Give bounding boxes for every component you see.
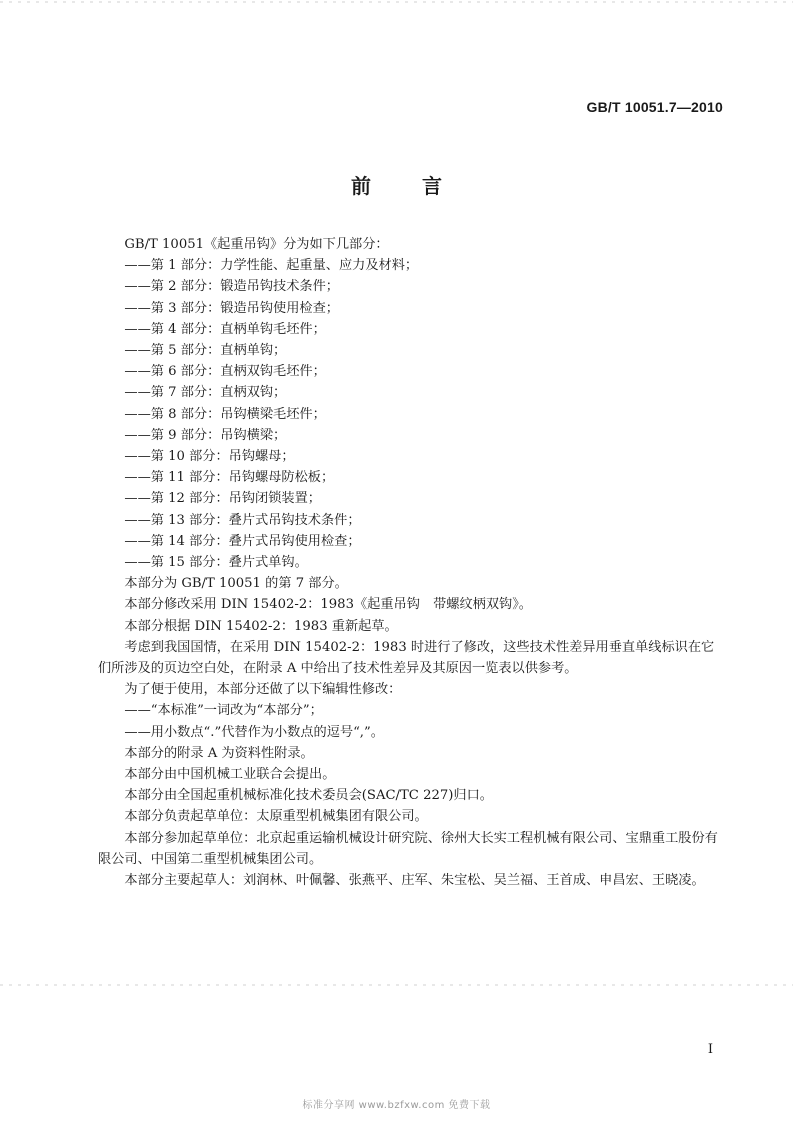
list-item: ——用小数点“.”代替作为小数点的逗号“,”。 bbox=[124, 724, 384, 740]
list-item: ——第 10 部分：吊钩螺母； bbox=[124, 449, 295, 465]
list-item: ——“本标准”一词改为“本部分”； bbox=[124, 703, 323, 719]
list-item: ——第 9 部分：吊钩横梁； bbox=[124, 427, 287, 443]
list-item: ——第 7 部分：直柄双钩； bbox=[124, 385, 287, 401]
paragraph: 本部分主要起草人：刘润林、叶佩馨、张燕平、庄军、朱宝松、吴兰福、王首成、申昌宏、王晓凌。 bbox=[124, 873, 705, 889]
paragraph: 本部分修改采用 DIN 15402-2：1983《起重吊钩 带螺纹柄双钩》。 bbox=[124, 597, 532, 613]
document-body bbox=[98, 234, 723, 891]
list-item: ——第 2 部分：锻造吊钩技术条件； bbox=[124, 279, 339, 295]
list-item: ——第 1 部分：力学性能、起重量、应力及材料； bbox=[124, 258, 419, 274]
paragraph: 本部分由全国起重机械标准化技术委员会(SAC/TC 227)归口。 bbox=[124, 788, 493, 804]
list-item: ——第 14 部分：叠片式吊钩使用检查； bbox=[124, 533, 361, 549]
list-item: ——第 11 部分：吊钩螺母防松板； bbox=[124, 470, 335, 486]
list-item: ——第 4 部分：直柄单钩毛坯件； bbox=[124, 321, 326, 337]
scan-artifact-bottom bbox=[0, 984, 793, 986]
paragraph: 本部分由中国机械工业联合会提出。 bbox=[124, 767, 336, 783]
paragraph: 本部分负责起草单位：太原重型机械集团有限公司。 bbox=[124, 809, 428, 825]
paragraph: 考虑到我国国情，在采用 DIN 15402-2：1983 时进行了修改，这些技术性差异用垂直单线标识在它们所涉及的页边空白处，在附录 A 中给出了技术性差异及其原因一览表以供参考。 bbox=[98, 639, 715, 677]
list-item: ——第 13 部分：叠片式吊钩技术条件； bbox=[124, 512, 361, 528]
page-number: I bbox=[707, 1042, 713, 1057]
list-item: ——第 5 部分：直柄单钩； bbox=[124, 343, 287, 359]
paragraph: 本部分根据 DIN 15402-2：1983 重新起草。 bbox=[124, 618, 398, 634]
paragraph: 本部分的附录 A 为资料性附录。 bbox=[124, 745, 314, 761]
list-item: ——第 12 部分：吊钩闭锁装置； bbox=[124, 491, 321, 507]
paragraph: 为了便于使用，本部分还做了以下编辑性修改： bbox=[124, 682, 402, 698]
list-item: ——第 8 部分：吊钩横梁毛坯件； bbox=[124, 406, 326, 422]
footer-watermark: 标准分享网 www.bzfxw.com 免费下载 bbox=[302, 1100, 491, 1111]
scan-artifact-top bbox=[0, 1, 793, 3]
standard-code: GB/T 10051.7—2010 bbox=[586, 99, 723, 115]
list-item: ——第 3 部分：锻造吊钩使用检查； bbox=[124, 300, 339, 316]
list-item: ——第 6 部分：直柄双钩毛坯件； bbox=[124, 364, 326, 380]
paragraph: 本部分参加起草单位：北京起重运输机械设计研究院、徐州大长实工程机械有限公司、宝鼎重工股份有限公司、中国第二重型机械集团公司。 bbox=[98, 830, 718, 867]
page-title: 前 言 bbox=[351, 174, 464, 198]
list-item: ——第 15 部分：叠片式单钩。 bbox=[124, 555, 308, 571]
paragraph: 本部分为 GB/T 10051 的第 7 部分。 bbox=[124, 576, 348, 592]
paragraph: GB/T 10051《起重吊钩》分为如下几部分： bbox=[124, 237, 389, 252]
